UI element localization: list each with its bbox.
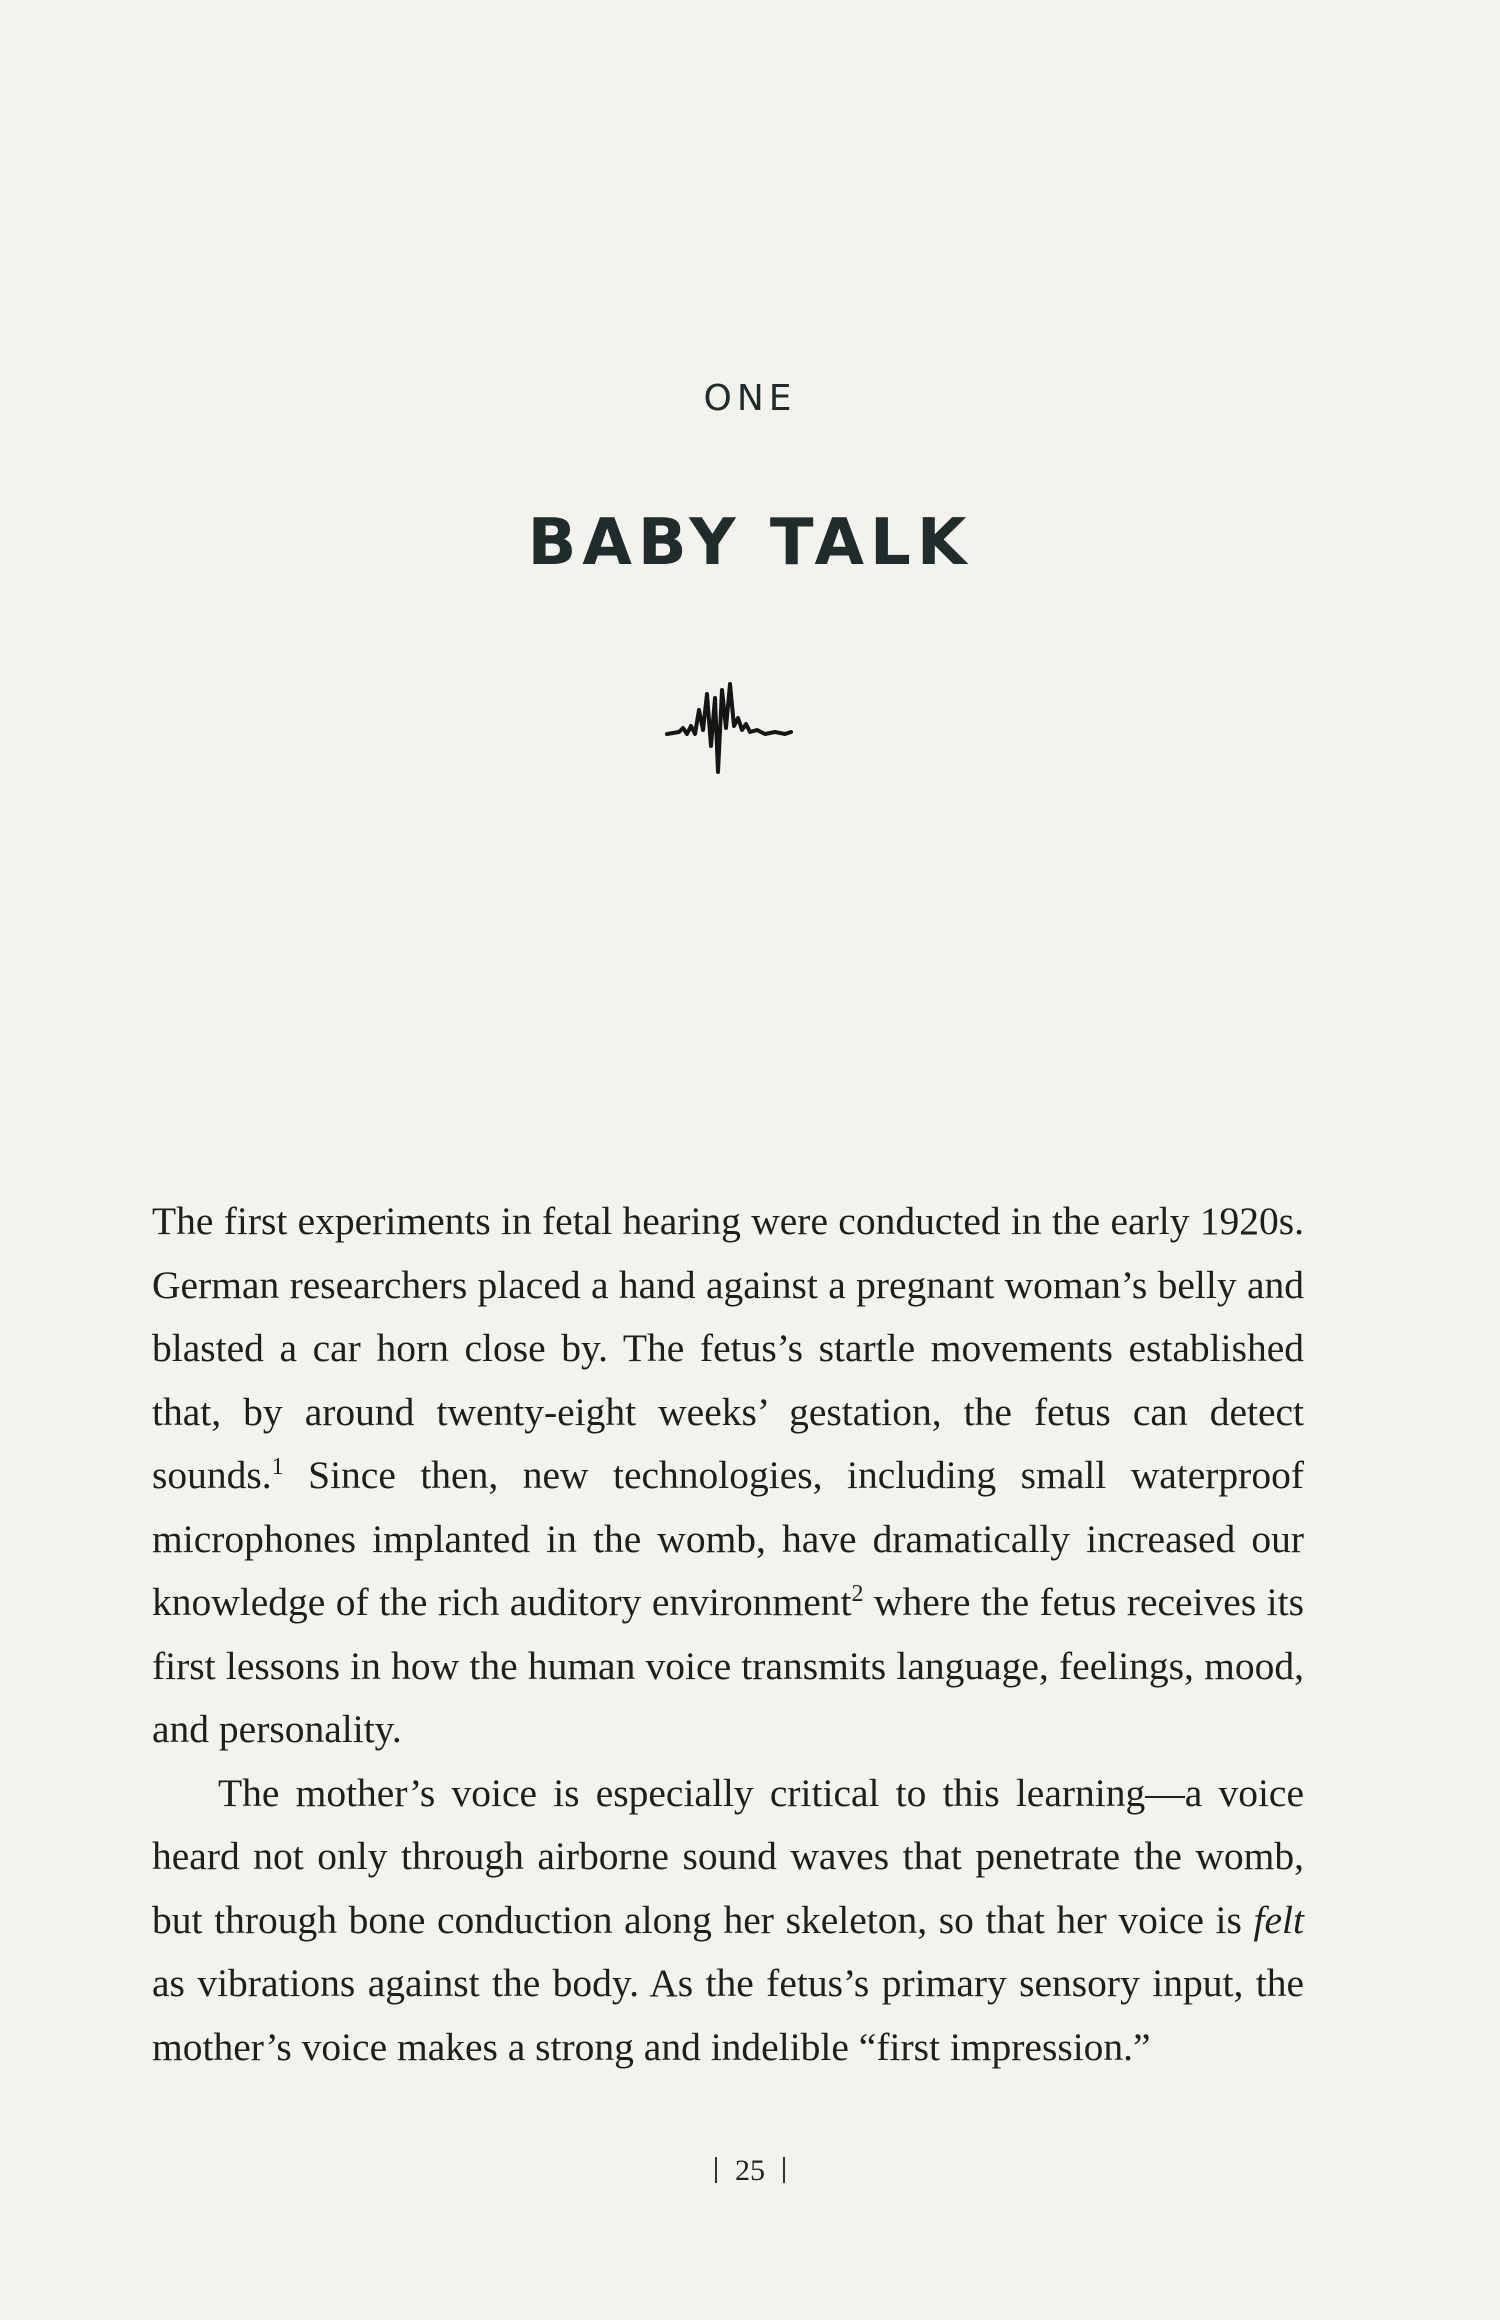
- body-text: [152, 1190, 1304, 2079]
- folio-bar-right: [783, 2157, 785, 2183]
- text-run: The mother’s voice is especially critical to this learning—a voice heard not only through airborne sound waves that penetrate the womb, but through bone conduction along her skeleton, so that her voice is: [152, 1770, 1304, 1942]
- text-run: where the fetus receives its first lessons in how the human voice transmits language, feelings, mood, and personality.: [152, 1580, 1304, 1751]
- text-run: Since then, new technologies, including small waterproof microphones implanted in the womb, have dramatically increased our knowledge of the rich auditory environment: [152, 1453, 1304, 1624]
- chapter-title: BABY TALK: [527, 506, 973, 580]
- page-number-footer: [0, 2154, 1500, 2188]
- text-run: The first experiments in fetal hearing were conducted in the early 1920s. German researchers placed a hand against a pregnant woman’s belly and blasted a car horn close by. The fetus’s startle movements established that, by around twenty-eight weeks’ gestation, the fetus can detect sounds.: [152, 1199, 1304, 1497]
- paragraph: [152, 1762, 1304, 2080]
- folio-bar-left: [715, 2157, 717, 2183]
- text-run: as vibrations against the body. As the fetus’s primary sensory input, the mother’s voice makes a strong and indelible “first impression.”: [152, 1961, 1304, 2069]
- emphasis-text: felt: [1253, 1897, 1304, 1942]
- footnote-marker: 2: [851, 1581, 864, 1607]
- footnote-marker: 1: [271, 1454, 284, 1480]
- chapter-number: ONE: [703, 378, 797, 419]
- voice-waveform-icon: [665, 668, 795, 778]
- page-number: 25: [735, 2154, 765, 2187]
- paragraph: [152, 1190, 1304, 1762]
